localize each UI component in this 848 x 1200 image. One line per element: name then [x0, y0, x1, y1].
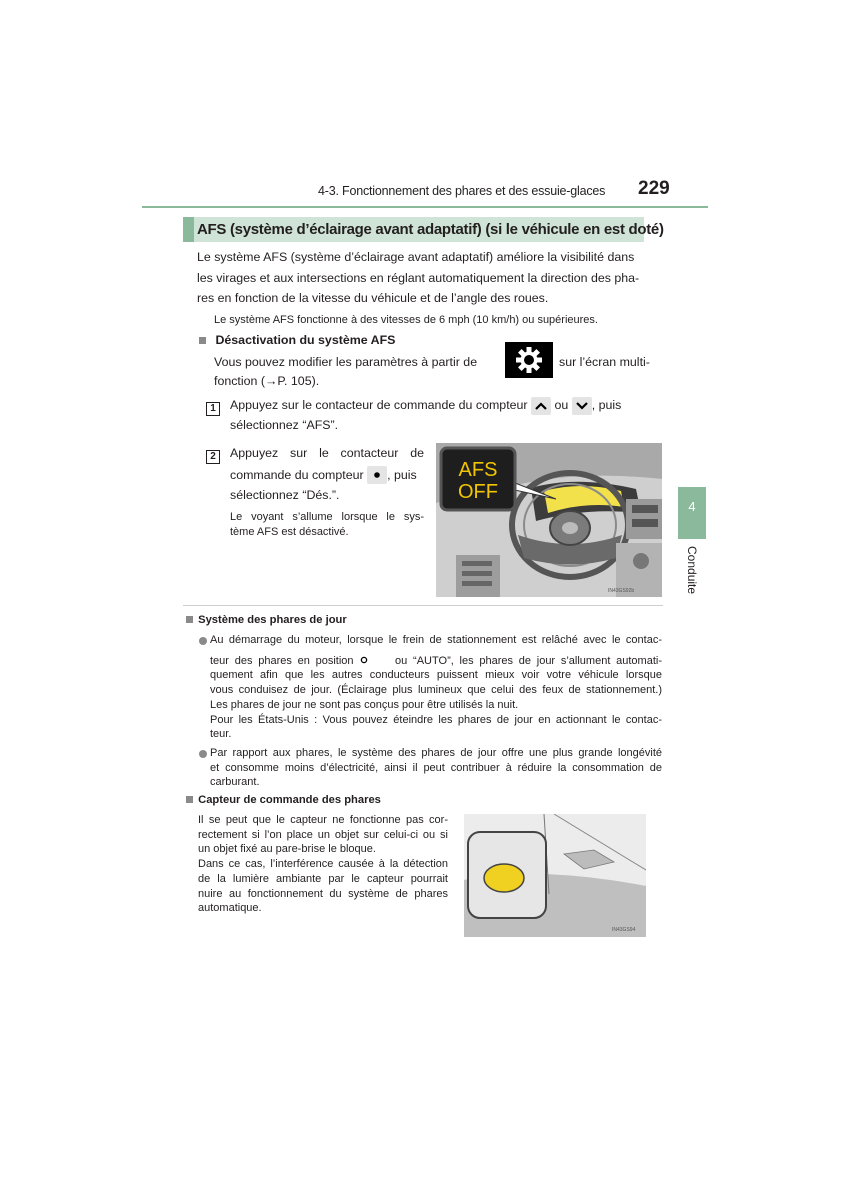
- up-arrow-key-icon: [531, 397, 551, 415]
- afs-indicator-line1: AFS: [458, 459, 498, 481]
- section-title: 4-3. Fonctionnement des phares et des essuie-glaces: [318, 184, 606, 198]
- step-1-line1: Appuyez sur le contacteur de commande du compteur ou , puis: [230, 395, 621, 416]
- sensor-drawing: [464, 814, 646, 937]
- step-2-text: Appuyez sur le contacteur de commande du compteur , puis sélectionnez “Dés.”.: [230, 446, 424, 502]
- intro-paragraph: [197, 247, 662, 309]
- drl-bullet-1: Au démarrage du moteur, lorsque le frein de stationnement est relâché avec le contac- teur des phares en position ou “AUTO”, les phares de jour s’allument automati- quement afin que les autres conducteurs puissent mieux voir votre véhicule lorsque vous conduisez de jour. (Éclairage plus lumineux que celui des feux de stationnement.) Les phares de jour ne sont pas conçus pour être utilisés la nuit. Pour les États-Unis : Vous pouvez éteindre les phares de jour en actionnant le contac- teur.: [210, 634, 662, 741]
- square-bullet-icon: [199, 337, 206, 344]
- drl-bullet-2: Par rapport aux phares, le système des phares de jour offre une plus grande longévité et consomme moins d’électricité, ainsi il peut contribuer à réduire la consommation de carburant.: [210, 747, 662, 789]
- section-divider: [183, 605, 663, 606]
- drl-heading: Système des phares de jour: [186, 614, 347, 626]
- intro-line: les virages et aux intersections en réglant automatiquement la direction des pha-: [197, 270, 640, 285]
- banner-title: AFS (système d’éclairage avant adaptatif) (si le véhicule en est doté): [197, 221, 664, 238]
- step-1-line2: sélectionnez “AFS”.: [230, 418, 339, 432]
- light-sensor-illustration: [464, 814, 646, 937]
- header-rule: [142, 206, 708, 208]
- sensor-text: Il se peut que le capteur ne fonctionne pas cor- rectement si l’on place un objet sur celui-ci ou si un objet fixé au pare-brise le bloque. Dans ce cas, l’interférence causée à la détection de la lumière ambiante par le capteur pourrait nuire au fonctionnement du système de phares automatique.: [198, 814, 448, 915]
- chapter-tab: 4: [678, 487, 706, 539]
- square-bullet-icon: [186, 796, 193, 803]
- deactivation-heading: Désactivation du système AFS: [199, 333, 395, 347]
- square-bullet-icon: [186, 616, 193, 623]
- figure-code: IN43GS94: [612, 927, 636, 933]
- figure-code: IN43GS92b: [608, 588, 635, 594]
- sensor-heading: Capteur de commande des phares: [186, 794, 381, 806]
- afs-indicator-line2: OFF: [458, 481, 498, 503]
- bullet-dot-icon: [199, 637, 207, 645]
- step-2-number: 2: [206, 446, 220, 464]
- afs-dashboard-illustration: [436, 443, 662, 597]
- intro-line: Le système AFS (système d’éclairage avant adaptatif) améliore la visibilité dans: [197, 250, 635, 264]
- deactivation-text-line2: fonction (→P. 105).: [214, 374, 320, 388]
- step-2-note: Le voyant s’allume lorsque le sys- tème AFS est désactivé.: [230, 511, 424, 538]
- intro-note: Le système AFS fonctionne à des vitesses de 6 mph (10 km/h) ou supérieures.: [214, 314, 598, 326]
- light-position-icon: [359, 654, 389, 669]
- step-1-number: 1: [206, 398, 220, 416]
- deactivation-text-after: sur l’écran multi-: [559, 355, 650, 369]
- chapter-label: Conduite: [685, 546, 699, 595]
- page-number: 229: [638, 178, 670, 199]
- deactivation-text: Vous pouvez modifier les paramètres à partir de: [214, 355, 478, 369]
- dashboard-drawing: [436, 443, 662, 597]
- bullet-dot-icon: [199, 750, 207, 758]
- settings-gear-button: [505, 342, 553, 378]
- intro-line: res en fonction de la vitesse du véhicule et de l’angle des roues.: [197, 291, 549, 305]
- enter-dot-key-icon: [367, 466, 387, 484]
- down-arrow-key-icon: [572, 397, 592, 415]
- gear-icon: [505, 342, 553, 378]
